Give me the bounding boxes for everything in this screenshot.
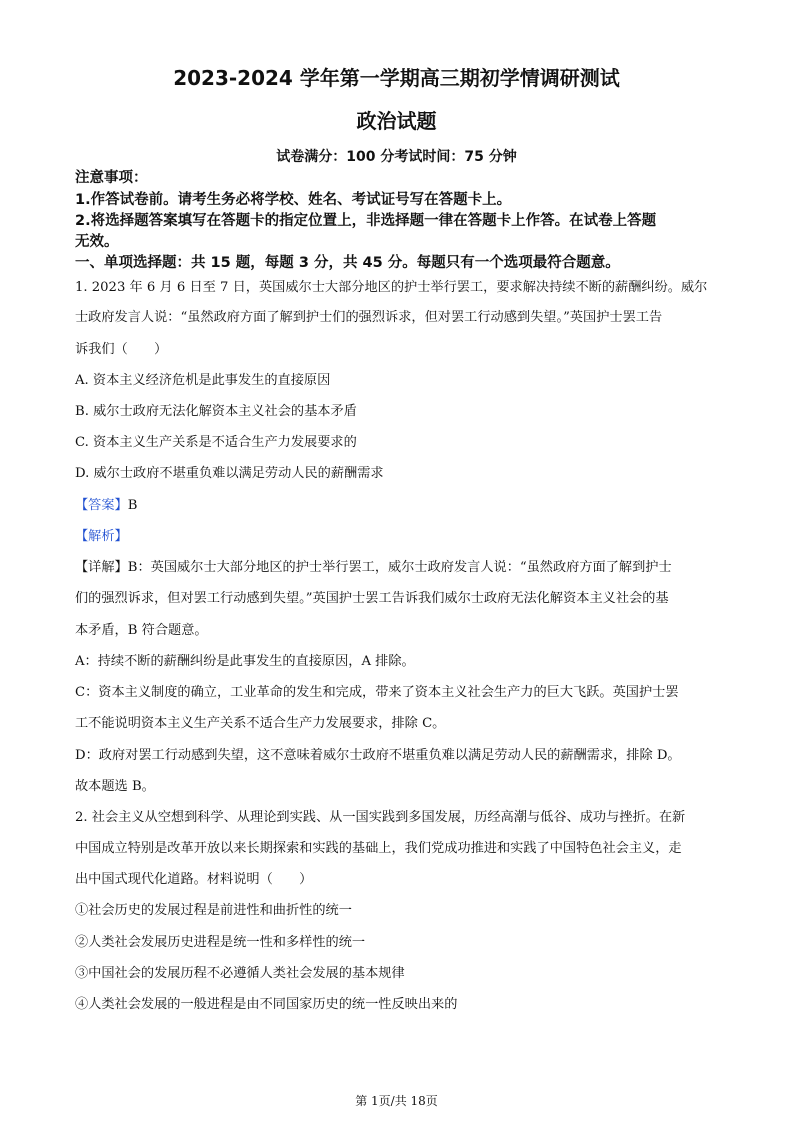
q1-answer bbox=[75, 494, 137, 513]
analysis-tag: 【解析】 bbox=[75, 529, 128, 544]
notice-item: 1.作答试卷前。请考生务必将学校、姓名、考试证号写在答题卡上。 bbox=[75, 192, 512, 208]
q1-stem-line: 1. 2023 年 6 月 6 日至 7 日，英国威尔士大部分地区的护士举行罢工，要求解决持续不断的薪酬纠纷。威尔 bbox=[75, 280, 708, 295]
q1-stem-line: 诉我们（ ） bbox=[75, 342, 168, 357]
notice-heading: 注意事项： bbox=[75, 170, 148, 186]
q2-stem-line: 出中国式现代化道路。材料说明（ ） bbox=[75, 872, 313, 887]
section-heading: 一、单项选择题：共 15 题，每题 3 分，共 45 分。每题只有一个选项最符合题意。 bbox=[75, 255, 620, 271]
q1-option-a: A. 资本主义经济危机是此事发生的直接原因 bbox=[75, 373, 331, 388]
q1-detail-line: C：资本主义制度的确立，工业革命的发生和完成，带来了资本主义社会生产力的巨大飞跃。英国护士罢 bbox=[75, 685, 679, 700]
q2-option-4: ④人类社会发展的一般进程是由不同国家历史的统一性反映出来的 bbox=[75, 997, 458, 1012]
notice-item: 无效。 bbox=[75, 234, 119, 250]
answer-tag: 【答案】 bbox=[75, 498, 128, 513]
q2-option-2: ②人类社会发展历史进程是统一性和多样性的统一 bbox=[75, 935, 366, 950]
q1-detail-line bbox=[75, 556, 672, 575]
q2-stem-line: 中国成立特别是改革开放以来长期探索和实践的基础上，我们党成功推进和实践了中国特色社会主义，走 bbox=[75, 841, 682, 856]
q1-option-b: B. 威尔士政府无法化解资本主义社会的基本矛盾 bbox=[75, 404, 357, 419]
q1-detail-line: 工不能说明资本主义生产关系不适合生产力发展要求，排除 C。 bbox=[75, 716, 446, 731]
exam-title: 2023-2024 学年第一学期高三期初学情调研测试 bbox=[173, 66, 620, 90]
detail-tag: 【详解】 bbox=[75, 560, 128, 575]
q2-option-1: ①社会历史的发展过程是前进性和曲折性的统一 bbox=[75, 903, 352, 918]
q2-option-3: ③中国社会的发展历程不必遵循人类社会发展的基本规律 bbox=[75, 966, 405, 981]
q1-detail-line: A：持续不断的薪酬纠纷是此事发生的直接原因，A 排除。 bbox=[75, 654, 415, 669]
q1-detail-line: D：政府对罢工行动感到失望，这不意味着威尔士政府不堪重负难以满足劳动人民的薪酬需求，排除 D。 bbox=[75, 748, 681, 763]
q1-detail-line: 们的强烈诉求，但对罢工行动感到失望。”英国护士罢工告诉我们威尔士政府无法化解资本主义社会的基 bbox=[75, 591, 669, 606]
notice-item: 2.将选择题答案填写在答题卡的指定位置上，非选择题一律在答题卡上作答。在试卷上答题 bbox=[75, 213, 657, 229]
q2-stem-line: 2. 社会主义从空想到科学、从理论到实践、从一国实践到多国发展，历经高潮与低谷、成功与挫折。在新 bbox=[75, 810, 686, 825]
q1-detail-line: 故本题选 B。 bbox=[75, 779, 155, 794]
q1-stem-line: 士政府发言人说：“虽然政府方面了解到护士们的强烈诉求，但对罢工行动感到失望。”英国护士罢工告 bbox=[75, 310, 663, 325]
subject-title: 政治试题 bbox=[356, 109, 437, 133]
q1-option-d: D. 威尔士政府不堪重负难以满足劳动人民的薪酬需求 bbox=[75, 466, 384, 481]
q1-option-c: C. 资本主义生产关系是不适合生产力发展要求的 bbox=[75, 435, 357, 450]
exam-info: 试卷满分：100 分考试时间：75 分钟 bbox=[276, 149, 517, 165]
page-number: 第 1页/共 18页 bbox=[355, 1094, 438, 1108]
q1-detail-line: 本矛盾，B 符合题意。 bbox=[75, 623, 208, 638]
answer-value: B bbox=[127, 498, 138, 513]
detail-text: B：英国威尔士大部分地区的护士举行罢工，威尔士政府发言人说：“虽然政府方面了解到护士 bbox=[127, 560, 672, 575]
